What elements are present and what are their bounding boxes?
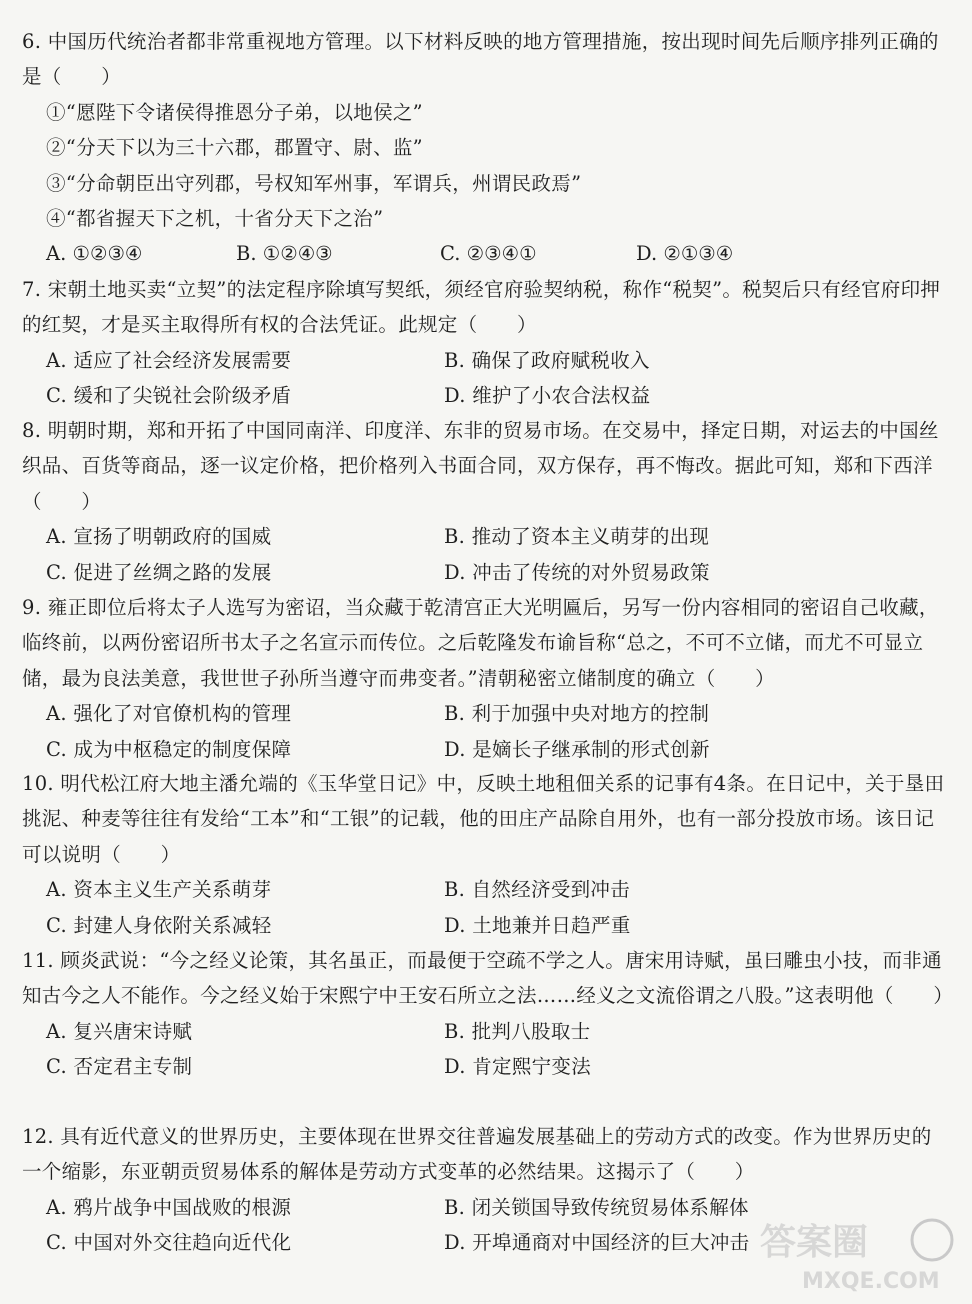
options-row xyxy=(0,236,972,271)
option-a: A. 鸦片战争中国战败的根源 xyxy=(46,1195,292,1219)
option-c: C. 中国对外交往趋向近代化 xyxy=(46,1231,292,1255)
options-row xyxy=(0,519,972,554)
question-9 xyxy=(0,590,972,767)
watermark-logo xyxy=(752,1208,962,1298)
options-row xyxy=(0,1049,972,1084)
option-c: C. 促进了丝绸之路的发展 xyxy=(46,560,272,584)
option-b: B. 推动了资本主义萌芽的出现 xyxy=(444,525,710,549)
options-row xyxy=(0,732,972,767)
question-8 xyxy=(0,413,972,590)
option-b: B. 闭关锁国导致传统贸易体系解体 xyxy=(444,1195,749,1219)
option-a: A. 适应了社会经济发展需要 xyxy=(46,348,292,372)
option-d: D. 维护了小农合法权益 xyxy=(444,384,651,408)
options-row xyxy=(0,872,972,907)
question-10 xyxy=(0,766,972,943)
option-b: B. 自然经济受到冲击 xyxy=(444,878,631,902)
option-b: B. ①②④③ xyxy=(236,242,333,266)
question-stem: 7. 宋朝土地买卖“立契”的法定程序除填写契纸，须经官府验契纳税，称作“税契”。税契后只有经官府印押的红契，才是买主取得所有权的合法凭证。此规定（ ） xyxy=(22,278,941,337)
watermark-url: MXQE.COM xyxy=(802,1269,940,1294)
option-c: C. 成为中枢稳定的制度保障 xyxy=(46,737,292,761)
option-b: B. 批判八股取士 xyxy=(444,1019,591,1043)
question-stem: 9. 雍正即位后将太子人选写为密诏，当众藏于乾清宫正大光明匾后，另写一份内容相同的密诏自己收藏，临终前，以两份密诏所书太子之名宣示而传位。之后乾隆发布谕旨称“总之，不可不立储，而尤不可显立储，最为良法美意，我世世子孙所当遵守而弗变者。”清朝秘密立储制度的确立（ ） xyxy=(22,596,939,690)
options-row xyxy=(0,908,972,943)
question-stem: 11. 顾炎武说：“今之经义论策，其名虽正，而最便于空疏不学之人。唐宋用诗赋，虽曰雕虫小技，而非通知古今之人不能作。今之经义始于宋熙宁中王安石所立之法……经义之文流俗谓之八股。”这表明他（ ） xyxy=(22,949,954,1008)
options-row xyxy=(0,1014,972,1049)
option-d: D. 是嫡长子继承制的形式创新 xyxy=(444,737,710,761)
material-item: ④“都省握天下之机，十省分天下之治” xyxy=(46,207,384,231)
question-11 xyxy=(0,943,972,1085)
question-stem: 6. 中国历代统治者都非常重视地方管理。以下材料反映的地方管理措施，按出现时间先后顺序排列正确的是（ ） xyxy=(22,30,939,89)
option-a: A. 资本主义生产关系萌芽 xyxy=(46,878,272,902)
option-d: D. 肯定熙宁变法 xyxy=(444,1055,592,1079)
options-row xyxy=(0,343,972,378)
question-stem: 12. 具有近代意义的世界历史，主要体现在世界交往普遍发展基础上的劳动方式的改变。作为世界历史的一个缩影，东亚朝贡贸易体系的解体是劳动方式变革的必然结果。这揭示了（ ） xyxy=(22,1125,932,1184)
option-a: A. 宣扬了明朝政府的国威 xyxy=(46,525,272,549)
option-c: C. ②③④① xyxy=(440,242,537,266)
options-row xyxy=(0,696,972,731)
question-7 xyxy=(0,272,972,414)
option-c: C. 缓和了尖锐社会阶级矛盾 xyxy=(46,384,292,408)
question-stem: 10. 明代松江府大地主潘允端的《玉华堂日记》中，反映土地租佃关系的记事有4条。在日记中，关于垦田挑泥、种麦等往往有发给“工本”和“工银”的记载，他的田庄产品除自用外，也有一部分投放市场。该日记可以说明（ ） xyxy=(22,772,945,866)
watermark-title: 答案圈 xyxy=(760,1222,869,1263)
option-b: B. 确保了政府赋税收入 xyxy=(444,348,650,372)
option-d: D. ②①③④ xyxy=(636,242,734,266)
option-c: C. 封建人身依附关系减轻 xyxy=(46,913,272,937)
option-c: C. 否定君主专制 xyxy=(46,1055,193,1079)
material-item: ①“愿陛下令诸侯得推恩分子弟，以地侯之” xyxy=(46,100,423,124)
option-d: D. 土地兼并日趋严重 xyxy=(444,913,631,937)
material-item: ②“分天下以为三十六郡，郡置守、尉、监” xyxy=(46,136,423,160)
option-d: D. 冲击了传统的对外贸易政策 xyxy=(444,560,710,584)
option-b: B. 利于加强中央对地方的控制 xyxy=(444,702,710,726)
option-a: A. 强化了对官僚机构的管理 xyxy=(46,702,292,726)
question-stem: 8. 明朝时期，郑和开拓了中国同南洋、印度洋、东非的贸易市场。在交易中，择定日期，对运去的中国丝织品、百货等商品，逐一议定价格，把价格列入书面合同，双方保存，再不悔改。据此可知，郑和下西洋（ ） xyxy=(22,419,939,513)
option-a: A. 复兴唐宋诗赋 xyxy=(46,1019,193,1043)
material-item: ③“分命朝臣出守列郡，号权知军州事，军谓兵，州谓民政焉” xyxy=(46,171,582,195)
options-row xyxy=(0,555,972,590)
option-a: A. ①②③④ xyxy=(46,242,143,266)
option-d: D. 开埠通商对中国经济的巨大冲击 xyxy=(444,1231,750,1255)
question-6 xyxy=(0,24,972,272)
options-row xyxy=(0,378,972,413)
